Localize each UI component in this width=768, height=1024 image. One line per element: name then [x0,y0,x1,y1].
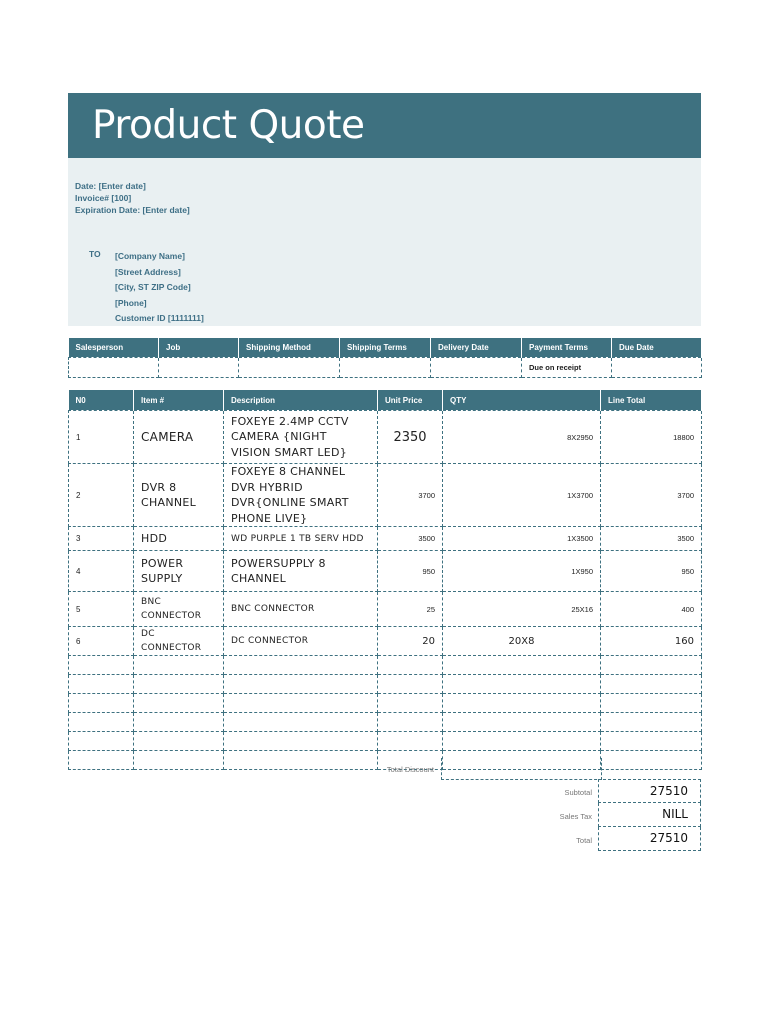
empty-row [69,694,702,713]
sales-tax-label: Sales Tax [559,812,592,821]
empty-cell[interactable] [224,713,378,732]
empty-cell[interactable] [69,732,134,751]
empty-cell[interactable] [134,713,224,732]
quote-meta [75,180,190,216]
shipping-header-payment: Payment Terms [522,338,612,358]
expiration-field[interactable]: Expiration Date: [Enter date] [75,205,190,215]
empty-cell[interactable] [443,656,601,675]
title-bar [68,93,701,158]
row-item[interactable]: CAMERA [134,411,224,464]
subtotal-label: Subtotal [564,788,592,797]
row-qty[interactable]: 1X950 [443,551,601,592]
row-no[interactable]: 3 [69,527,134,551]
empty-cell[interactable] [224,656,378,675]
row-unit-price[interactable]: 950 [378,551,443,592]
row-item[interactable]: BNC CONNECTOR [134,592,224,627]
items-table [68,390,702,770]
empty-cell[interactable] [378,675,443,694]
table-row [69,527,702,551]
empty-row [69,732,702,751]
row-item[interactable]: DC CONNECTOR [134,627,224,656]
items-header-no: N0 [69,390,134,411]
table-row [69,464,702,527]
row-description[interactable]: FOXEYE 8 CHANNEL DVR HYBRID DVR{ONLINE SMART PHONE LIVE} [224,464,378,527]
subtotal-field[interactable]: 27510 [598,779,701,803]
empty-row [69,675,702,694]
row-item[interactable]: DVR 8 CHANNEL [134,464,224,527]
table-row [69,551,702,592]
row-item[interactable]: HDD [134,527,224,551]
table-row [69,627,702,656]
quote-sheet [68,93,701,326]
row-line-total[interactable]: 400 [601,592,702,627]
row-no[interactable]: 1 [69,411,134,464]
to-label: TO [89,249,101,259]
city-field[interactable]: [City, ST ZIP Code] [115,282,191,292]
row-line-total[interactable]: 3500 [601,527,702,551]
shipping-header-job: Job [159,338,239,358]
empty-cell[interactable] [378,694,443,713]
row-qty[interactable]: 20X8 [443,627,601,656]
row-description[interactable]: DC CONNECTOR [224,627,378,656]
empty-cell[interactable] [224,694,378,713]
empty-cell[interactable] [378,713,443,732]
empty-cell[interactable] [69,656,134,675]
table-row [69,592,702,627]
row-qty[interactable]: 1X3500 [443,527,601,551]
totals-section [68,758,701,853]
invoice-field[interactable]: Invoice# [100] [75,193,132,203]
empty-cell[interactable] [443,694,601,713]
date-field[interactable]: Date: [Enter date] [75,181,146,191]
delivery-date-cell[interactable] [431,358,522,378]
row-description[interactable]: FOXEYE 2.4MP CCTV CAMERA {NIGHT VISION SMART LED} [224,411,378,464]
table-row [69,411,702,464]
empty-cell[interactable] [69,675,134,694]
shipping-header-delivery: Delivery Date [431,338,522,358]
row-unit-price[interactable]: 20 [378,627,443,656]
empty-cell[interactable] [378,732,443,751]
page-title: Product Quote [92,103,365,148]
row-unit-price[interactable]: 3500 [378,527,443,551]
shipping-value-row [69,358,702,378]
total-discount-label: Total Discount [386,765,434,774]
info-panel [68,158,701,326]
empty-cell[interactable] [224,732,378,751]
row-qty[interactable]: 25X16 [443,592,601,627]
total-label: Total [576,836,592,845]
shipping-table [68,338,702,378]
shipping-header-method: Shipping Method [239,338,340,358]
row-unit-price[interactable]: 3700 [378,464,443,527]
empty-cell[interactable] [378,656,443,675]
empty-cell[interactable] [601,713,702,732]
shipping-header-terms: Shipping Terms [340,338,431,358]
row-description[interactable]: BNC CONNECTOR [224,592,378,627]
items-header-item: Item # [134,390,224,411]
total-discount-field[interactable] [441,758,602,780]
items-header-qty: QTY [443,390,601,411]
empty-cell[interactable] [443,675,601,694]
shipping-header-row [69,338,702,358]
empty-cell[interactable] [601,732,702,751]
row-qty[interactable]: 8X2950 [443,411,601,464]
empty-cell[interactable] [69,694,134,713]
due-date-cell[interactable] [612,358,702,378]
items-header-unit-price: Unit Price [378,390,443,411]
row-unit-price[interactable]: 25 [378,592,443,627]
company-name-field[interactable]: [Company Name] [115,251,185,261]
row-unit-price[interactable]: 2350 [378,411,443,464]
sales-tax-field[interactable]: NILL [598,803,701,827]
empty-cell[interactable] [601,675,702,694]
customer-id-field[interactable]: Customer ID [1111111] [115,313,204,323]
row-no[interactable]: 4 [69,551,134,592]
empty-cell[interactable] [601,694,702,713]
street-address-field[interactable]: [Street Address] [115,266,181,277]
shipping-method-cell[interactable] [239,358,340,378]
empty-cell[interactable] [69,713,134,732]
empty-cell[interactable] [134,694,224,713]
row-no[interactable]: 5 [69,592,134,627]
shipping-terms-cell[interactable] [340,358,431,378]
row-no[interactable]: 6 [69,627,134,656]
empty-cell[interactable] [443,732,601,751]
empty-cell[interactable] [134,732,224,751]
empty-cell[interactable] [601,656,702,675]
shipping-header-due: Due Date [612,338,702,358]
salesperson-cell[interactable] [69,358,159,378]
job-cell[interactable] [159,358,239,378]
empty-cell[interactable] [224,675,378,694]
row-no[interactable]: 2 [69,464,134,527]
total-field[interactable]: 27510 [598,827,701,851]
row-qty[interactable]: 1X3700 [443,464,601,527]
empty-row [69,713,702,732]
row-line-total[interactable]: 950 [601,551,702,592]
items-header-row [69,390,702,411]
row-description[interactable]: POWERSUPPLY 8 CHANNEL [224,551,378,592]
row-line-total[interactable]: 18800 [601,411,702,464]
row-line-total[interactable]: 160 [601,627,702,656]
shipping-header-salesperson: Salesperson [69,338,159,358]
phone-field[interactable]: [Phone] [115,297,147,308]
empty-cell[interactable] [134,656,224,675]
address-block [115,249,204,327]
row-item[interactable]: POWER SUPPLY [134,551,224,592]
row-description[interactable]: WD PURPLE 1 TB SERV HDD [224,527,378,551]
empty-cell[interactable] [134,675,224,694]
empty-row [69,656,702,675]
items-header-description: Description [224,390,378,411]
payment-terms-cell[interactable]: Due on receipt [522,358,612,378]
items-header-line-total: Line Total [601,390,702,411]
row-line-total[interactable]: 3700 [601,464,702,527]
empty-cell[interactable] [443,713,601,732]
